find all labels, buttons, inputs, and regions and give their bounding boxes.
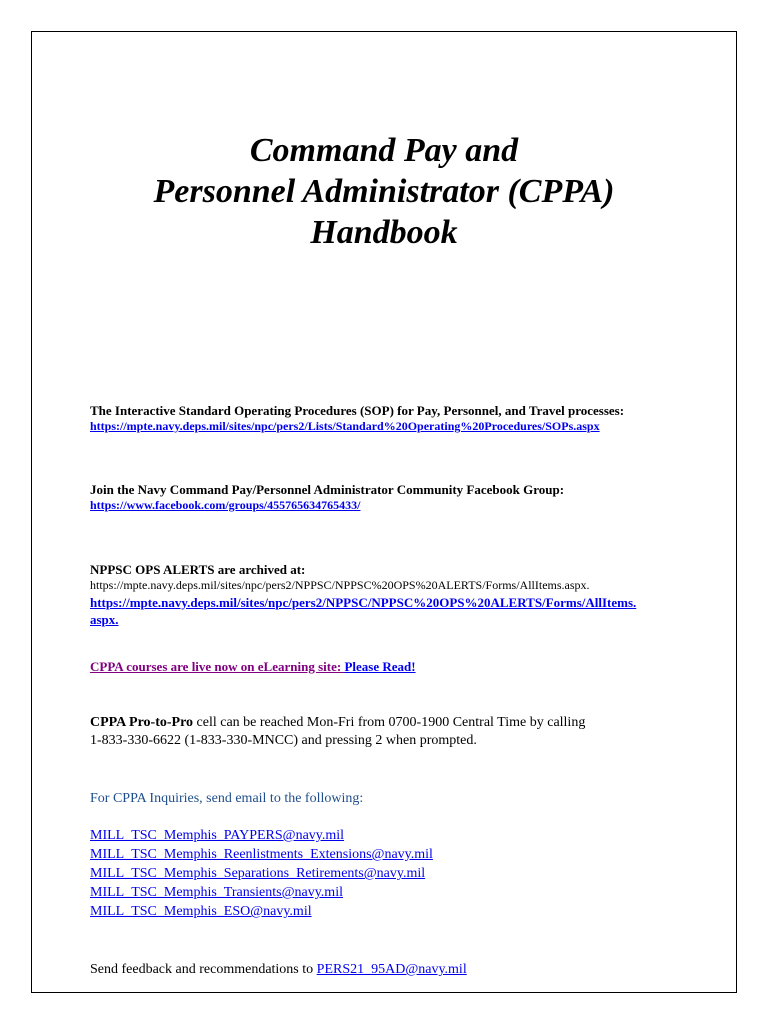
- document-page: [31, 31, 737, 993]
- inquiries-heading: For CPPA Inquiries, send email to the following:: [90, 791, 364, 806]
- feedback-section: [90, 961, 696, 979]
- courses-text: CPPA courses are live now on eLearning site:: [90, 659, 345, 674]
- email-separations[interactable]: MILL_TSC_Memphis_Separations_Retirements@navy.mil: [90, 866, 426, 881]
- email-eso[interactable]: MILL_TSC_Memphis_ESO@navy.mil: [90, 904, 312, 919]
- email-paypers[interactable]: MILL_TSC_Memphis_PAYPERS@navy.mil: [90, 828, 345, 843]
- feedback-email[interactable]: PERS21_95AD@navy.mil: [316, 962, 467, 977]
- nppsc-heading: NPPSC OPS ALERTS are archived at:: [90, 562, 306, 577]
- facebook-heading: Join the Navy Command Pay/Personnel Administrator Community Facebook Group:: [90, 482, 565, 497]
- email-list: [90, 826, 696, 921]
- protopro-section: [90, 714, 696, 750]
- please-read-link[interactable]: Please Read!: [344, 659, 416, 674]
- sop-heading: The Interactive Standard Operating Procedures (SOP) for Pay, Personnel, and Travel processes:: [90, 403, 625, 418]
- courses-section: [90, 658, 696, 675]
- email-reenlistments[interactable]: MILL_TSC_Memphis_Reenlistments_Extensions@navy.mil: [90, 847, 433, 862]
- feedback-text: Send feedback and recommendations to: [90, 962, 317, 977]
- sop-link[interactable]: https://mpte.navy.deps.mil/sites/npc/pers2/Lists/Standard%20Operating%20Procedures/SOPs.aspx: [90, 419, 600, 433]
- facebook-section: [90, 481, 696, 513]
- title-line-3: Handbook: [310, 214, 458, 251]
- protopro-text-1: cell can be reached Mon-Fri from 0700-1900 Central Time by calling: [193, 715, 586, 730]
- title-line-2: Personnel Administrator (CPPA): [153, 173, 615, 210]
- document-title: [32, 130, 736, 253]
- protopro-text-2: 1-833-330-6622 (1-833-330-MNCC) and pressing 2 when prompted.: [90, 733, 477, 748]
- sop-section: [90, 402, 696, 434]
- title-line-1: Command Pay and: [249, 132, 519, 169]
- email-transients[interactable]: MILL_TSC_Memphis_Transients@navy.mil: [90, 885, 343, 900]
- facebook-link[interactable]: https://www.facebook.com/groups/455765634765433/: [90, 498, 361, 512]
- nppsc-link[interactable]: https://mpte.navy.deps.mil/sites/npc/pers2/NPPSC/NPPSC%20OPS%20ALERTS/Forms/AllItems. aspx.: [90, 595, 637, 627]
- protopro-bold: CPPA Pro-to-Pro: [90, 715, 194, 730]
- nppsc-plain-url: https://mpte.navy.deps.mil/sites/npc/pers2/NPPSC/NPPSC%20OPS%20ALERTS/Forms/AllItems.aspx.: [90, 578, 590, 592]
- nppsc-section: [90, 561, 696, 628]
